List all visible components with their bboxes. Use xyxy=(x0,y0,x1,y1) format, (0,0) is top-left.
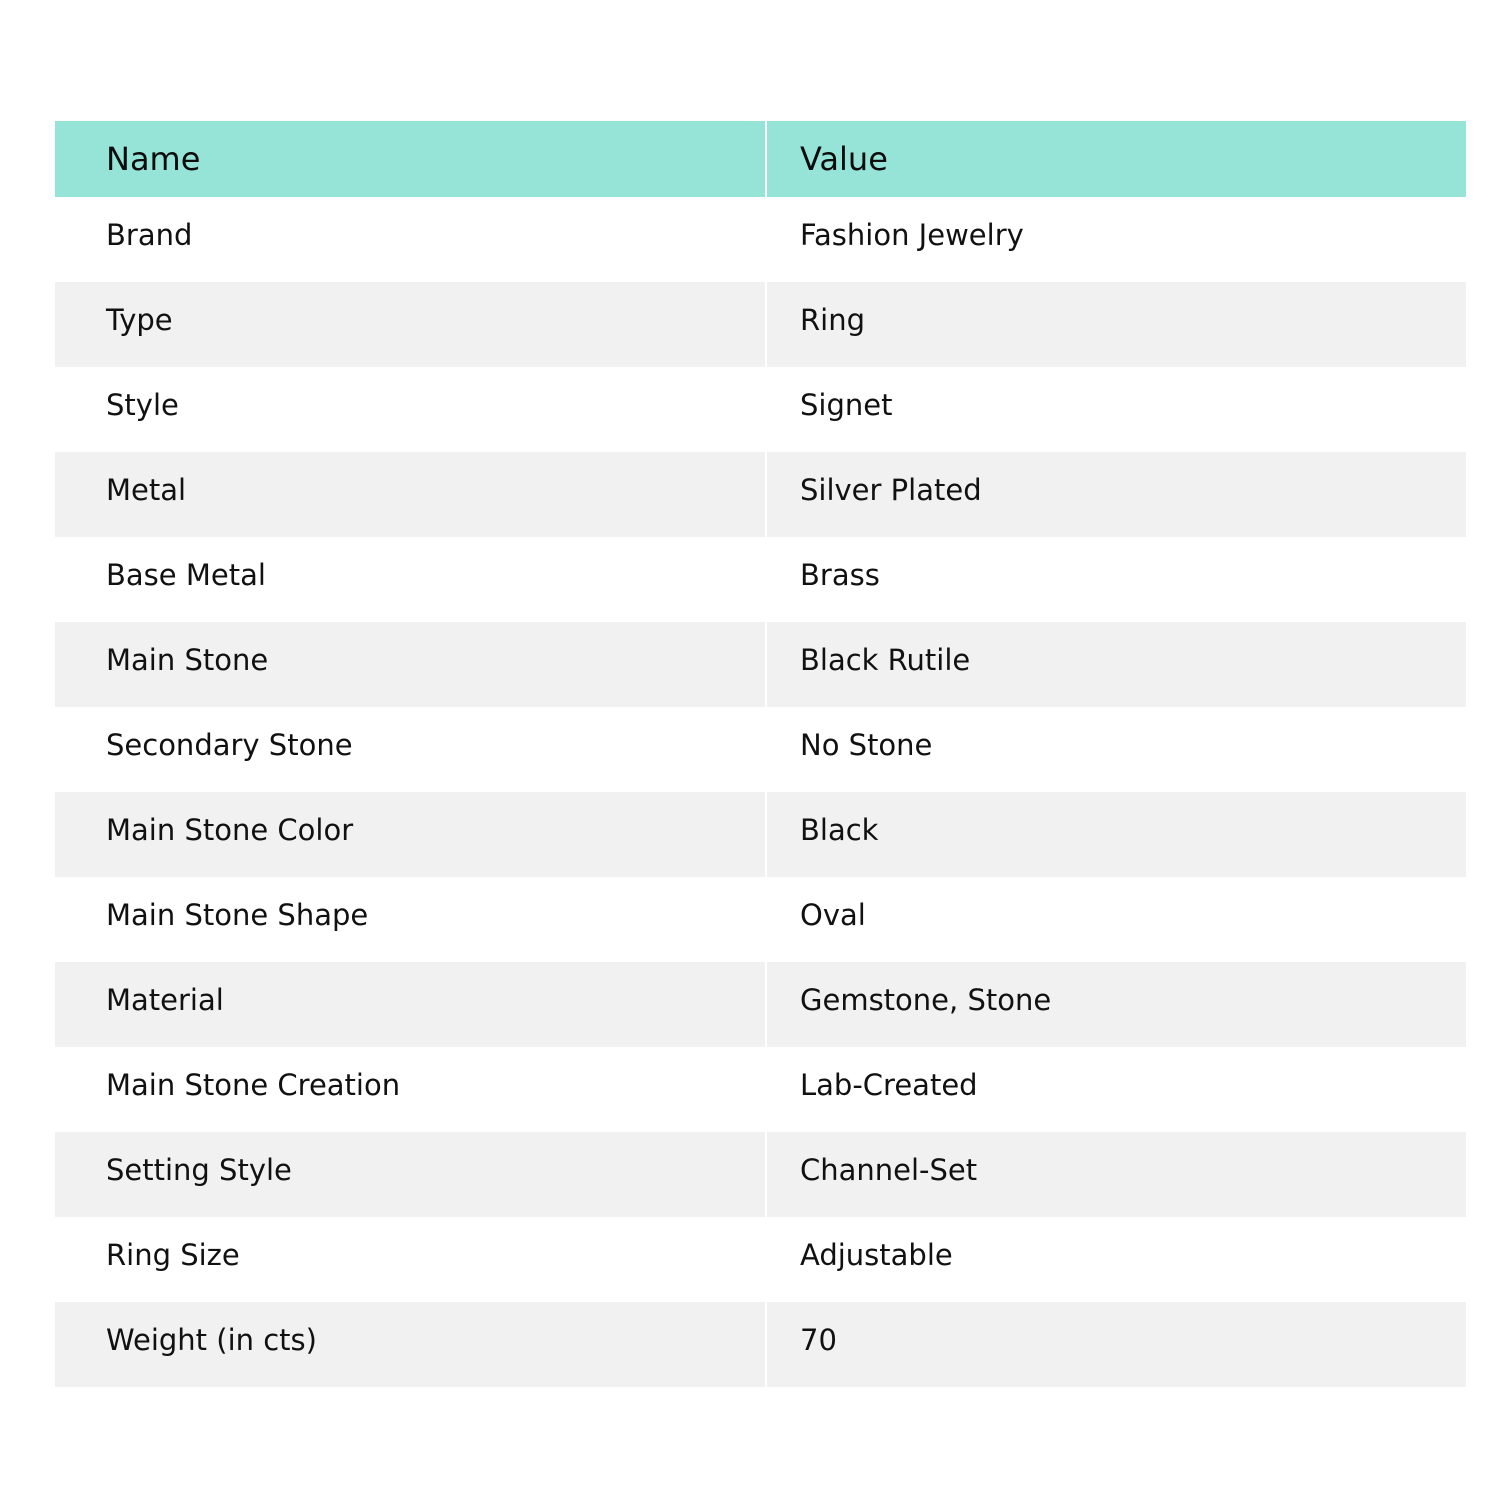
row-value-cell: Black xyxy=(800,812,879,847)
row-value-cell: Black Rutile xyxy=(800,642,971,677)
row-value-cell: No Stone xyxy=(800,727,933,762)
table-header-row xyxy=(55,121,1466,197)
table-row xyxy=(55,622,1466,707)
table-row xyxy=(55,792,1466,877)
table-row xyxy=(55,707,1466,792)
table-row xyxy=(55,537,1466,622)
row-value-cell: Adjustable xyxy=(800,1237,953,1272)
row-value-cell: Signet xyxy=(800,387,893,422)
table-row xyxy=(55,1302,1466,1387)
row-name-cell: Metal xyxy=(55,452,767,537)
table-row xyxy=(55,1217,1466,1302)
row-name-cell: Weight (in cts) xyxy=(55,1302,767,1387)
row-value-cell: Fashion Jewelry xyxy=(800,217,1024,252)
table-row xyxy=(55,197,1466,282)
row-name-cell: Setting Style xyxy=(55,1132,767,1217)
name-column-header: Name xyxy=(55,121,767,197)
value-column-header: Value xyxy=(800,140,888,178)
row-name-cell: Main Stone Color xyxy=(55,792,767,877)
table-row xyxy=(55,282,1466,367)
row-name-cell: Type xyxy=(55,282,767,367)
row-value-cell: 70 xyxy=(800,1322,837,1357)
row-name-cell: Base Metal xyxy=(106,557,266,592)
row-value-cell: Brass xyxy=(800,557,880,592)
row-value-cell: Ring xyxy=(800,302,865,337)
table-row xyxy=(55,452,1466,537)
row-name-cell: Style xyxy=(106,387,179,422)
table-row xyxy=(55,1047,1466,1132)
row-name-cell: Main Stone Creation xyxy=(106,1067,401,1102)
row-value-cell: Gemstone, Stone xyxy=(800,982,1052,1017)
table-row xyxy=(55,367,1466,452)
row-value-cell: Silver Plated xyxy=(800,472,982,507)
row-name-cell: Brand xyxy=(106,217,193,252)
row-name-cell: Secondary Stone xyxy=(106,727,353,762)
table-row xyxy=(55,962,1466,1047)
table-row xyxy=(55,877,1466,962)
row-name-cell: Main Stone Shape xyxy=(106,897,369,932)
table-row xyxy=(55,1132,1466,1217)
row-name-cell: Main Stone xyxy=(55,622,767,707)
row-value-cell: Channel-Set xyxy=(800,1152,978,1187)
row-value-cell: Oval xyxy=(800,897,866,932)
row-value-cell: Lab-Created xyxy=(800,1067,978,1102)
specifications-table xyxy=(55,121,1466,1387)
row-name-cell: Ring Size xyxy=(106,1237,240,1272)
row-name-cell: Material xyxy=(55,962,767,1047)
